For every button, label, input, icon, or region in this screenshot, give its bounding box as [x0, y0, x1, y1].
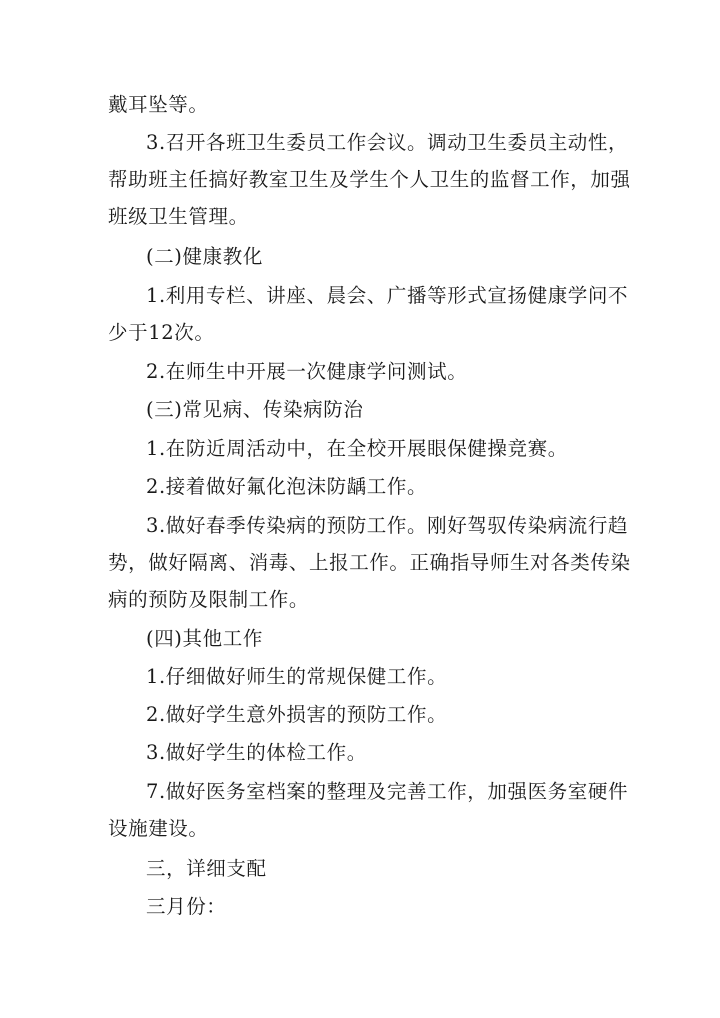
section-heading: (三)常见病、传染病防治: [146, 398, 364, 421]
text-line: 2.做好学生意外损害的预防工作。: [146, 703, 448, 726]
text-line: 少于12次。: [108, 321, 215, 344]
text-line: 1.利用专栏、讲座、晨会、广播等形式宣扬健康学问不: [146, 284, 629, 307]
text-line: 1.仔细做好师生的常规保健工作。: [146, 665, 448, 688]
text-line: 势，做好隔离、消毒、上报工作。正确指导师生对各类传染: [108, 551, 631, 574]
text-line: 7.做好医务室档案的整理及完善工作，加强医务室硬件: [146, 780, 629, 803]
text-line: 班级卫生管理。: [108, 205, 249, 228]
text-line: 三月份：: [146, 895, 227, 918]
text-line: 设施建设。: [108, 817, 209, 840]
text-line: 帮助班主任搞好教室卫生及学生个人卫生的监督工作，加强: [108, 168, 631, 191]
section-heading: 三，详细支配: [146, 857, 267, 880]
text-line: 3.召开各班卫生委员工作会议。调动卫生委员主动性，: [146, 131, 629, 154]
text-line: 3.做好学生的体检工作。: [146, 741, 367, 764]
section-heading: (二)健康教化: [146, 245, 263, 268]
text-line: 戴耳坠等。: [108, 93, 209, 116]
text-line: 3.做好春季传染病的预防工作。刚好驾驭传染病流行趋: [146, 514, 629, 537]
text-line: 2.接着做好氟化泡沫防龋工作。: [146, 475, 428, 498]
section-heading: (四)其他工作: [146, 627, 263, 650]
text-line: 2.在师生中开展一次健康学问测试。: [146, 360, 468, 383]
text-line: 1.在防近周活动中，在全校开展眼保健操竞赛。: [146, 437, 568, 460]
text-line: 病的预防及限制工作。: [108, 588, 310, 611]
